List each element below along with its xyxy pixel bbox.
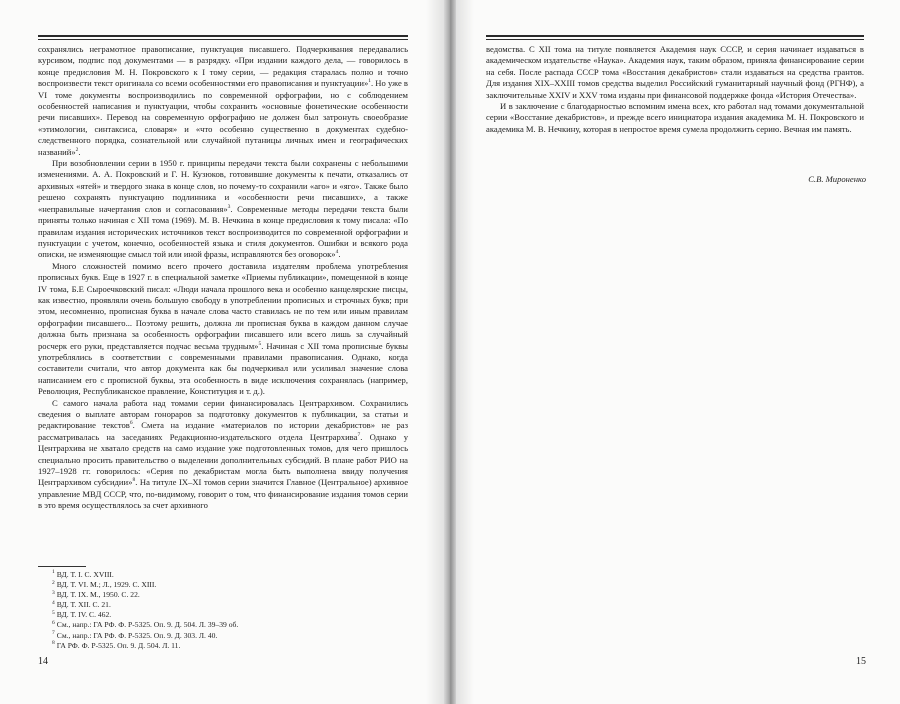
paragraph: С самого начала работа над томами серии финансировалась Центрархивом. Сохранились сведения о выплате авторам гонораров за подготовку документов к публикации, за статьи и редактирование текстов$^6$. Смета на издание «материалов по истории декабристов» не раз рассматривалась на заседаниях Редакционно-издательского отдела Центрархива$^7$. Однако у Центрархива не хватало средств на само издание уже подготовленных томов, для чего пришлось специально просить правительство о выделении дополнительных субсидий. В плане работ РИО на 1927–1928 гг. говорилось: «Серия по декабристам могла быть выполнена ввиду получения Центрархивом субсидии»$^8$. На титуле IX–XI томов серии значится Главное (Центральное) архивное управление МВД СССР, что, по-видимому, говорит о том, что финансирование издания томов серии в это время осуществлялось за счет архивного xyxy=(38,397,409,511)
main-text xyxy=(486,44,864,135)
main-text xyxy=(38,44,408,512)
footnote: $^2$ ВД. Т. VI. М.; Л., 1929. С. XIII. xyxy=(52,579,157,590)
footnote: $^4$ ВД. Т. XII. С. 21. xyxy=(52,599,111,610)
footnote: $^7$ См., напр.: ГА РФ. Ф. Р-5325. Оп. 9. Д. 303. Л. 40. xyxy=(52,630,218,640)
author-signature: С.В. Мироненко xyxy=(808,174,866,184)
header-rule xyxy=(38,35,408,37)
paragraph: При возобновлении серии в 1950 г. принципы передачи текста были сохранены с небольшими изменениями. А. А. Покровский и Г. Н. Кузюков, готовившие документы к печати, отказались от архивных «ятей» и твердого знака в конце слов, но почему-то сохранили «аго» и «яго». Также было решено сохранять пунктуацию подлинника и «особенности речи писавших», а также «неправильные начертания слов и согласования»$^3$. Современные методы передачи текста были приняты только начиная с XII тома (1969). М. В. Нечкина в конце предисловия к тому писала: «По правилам издания исторических источников текст воспроизводится по современной орфографии и пунктуации с учетом, конечно, особенностей языка и стиля документов. Ошибки и всякого рода описки, не изменяющие смысл той или иной фразы, исправляются без оговорок»$^4$. xyxy=(38,158,408,260)
paragraph: И в заключение с благодарностью вспомним имена всех, кто работал над томами документальной серии «Восстание декабристов», и прежде всего инициатора издания академика М. Н. Покровского и академика М. В. Нечкину, которая в непростое время сумела продолжить серию. Вечная им память. xyxy=(486,101,864,134)
footnotes xyxy=(52,570,412,651)
page-number: 15 xyxy=(856,656,866,667)
paragraph: сохранялись неграмотное правописание, пунктуация писавшего. Подчеркивания передавались курсивом, подпис под документами — в разрядку. «При издании каждого дела, — говорилось в конце предисловия М. Н. Покровского к I тому серии, — редакция старалась полно и точно воспроизвести текст оригинала со всеми особенностями его правописания и пунктуации»$^1$. Но уже в VI томе документы воспроизводились по современной орфографии, но с соблюдением особенностей написания и пунктуации, чтобы сохранить «основные фонетические особенности речи писавших». Перевод на современную орфографию не должен был затронуть своеобразие «этимологии, синтаксиса, словаря» и «что особенно существенно в документах судебно-следственного порядка, сознательной или случайной путаницы личных имен и географических названий»$^2$. xyxy=(38,44,408,157)
footnote: $^3$ ВД. Т. IX. М., 1950. С. 22. xyxy=(52,589,140,600)
paragraph: Много сложностей помимо всего прочего доставила издателям проблема употребления прописных букв. Еще в 1927 г. в специальной заметке «Приемы публикации», помещенной в конце IV тома, Б.Е Сыроечковский писал: «Люди начала прошлого века и особенно канцелярские писцы, как известно, проявляли очень большую свободу в употреблении прописных и строчных букв; при этом, несомненно, прописная буква в начале слова часто ставилась не по тем или иным правилам орфографии писавшего... Поэтому решить, должна ли прописная буква в каждом данном случае должна быть признана за особенность орфографии писавшего или всего лишь за случайный росчерк его руки, представляется подчас весьма трудным»$^5$. Начиная с XII тома прописные буквы употреблялись в соответствии с современными правилами правописания. Однако, когда составители считали, что автор документа как бы подчеркивал или усиливал значение слова написанием его с прописной буквы, эта особенность в виде исключения сохранялась (например, Революция, Республиканское правление, Конституция и т. д.). xyxy=(38,260,408,397)
left-page xyxy=(0,0,444,704)
book-gutter xyxy=(444,0,456,704)
right-page xyxy=(456,0,900,704)
page-shadow xyxy=(456,0,474,704)
footnote: $^8$ ГА РФ. Ф. Р-5325. Оп. 9. Д. 504. Л. 11. xyxy=(52,640,181,650)
footnote: $^1$ ВД. Т. I. С. XVIII. xyxy=(52,569,114,579)
footnote: $^5$ ВД. Т. IV. С. 462. xyxy=(52,609,112,620)
footnote: $^6$ См., напр.: ГА РФ. Ф. Р-5325. Оп. 9. Д. 504. Л. 39–39 об. xyxy=(52,619,239,630)
footnote-separator xyxy=(38,566,86,567)
paragraph: ведомства. С XII тома на титуле появляется Академия наук СССР, и серия начинает издаваться в академическом издательстве «Наука». Академия наук, таким образом, приняла финансирование серии на себя. После распада СССР тома «Восстания декабристов» стали издаваться на средства грантов. Для издания XIX–XXIII томов средства выделил Российский гуманитарный научный фонд (РГНФ), а заключительные XXIV и XXV тома изданы при финансовой поддержке фонда «История Отечества». xyxy=(486,44,864,100)
page-number: 14 xyxy=(38,656,48,667)
header-rule xyxy=(486,35,864,37)
page-shadow xyxy=(426,0,444,704)
